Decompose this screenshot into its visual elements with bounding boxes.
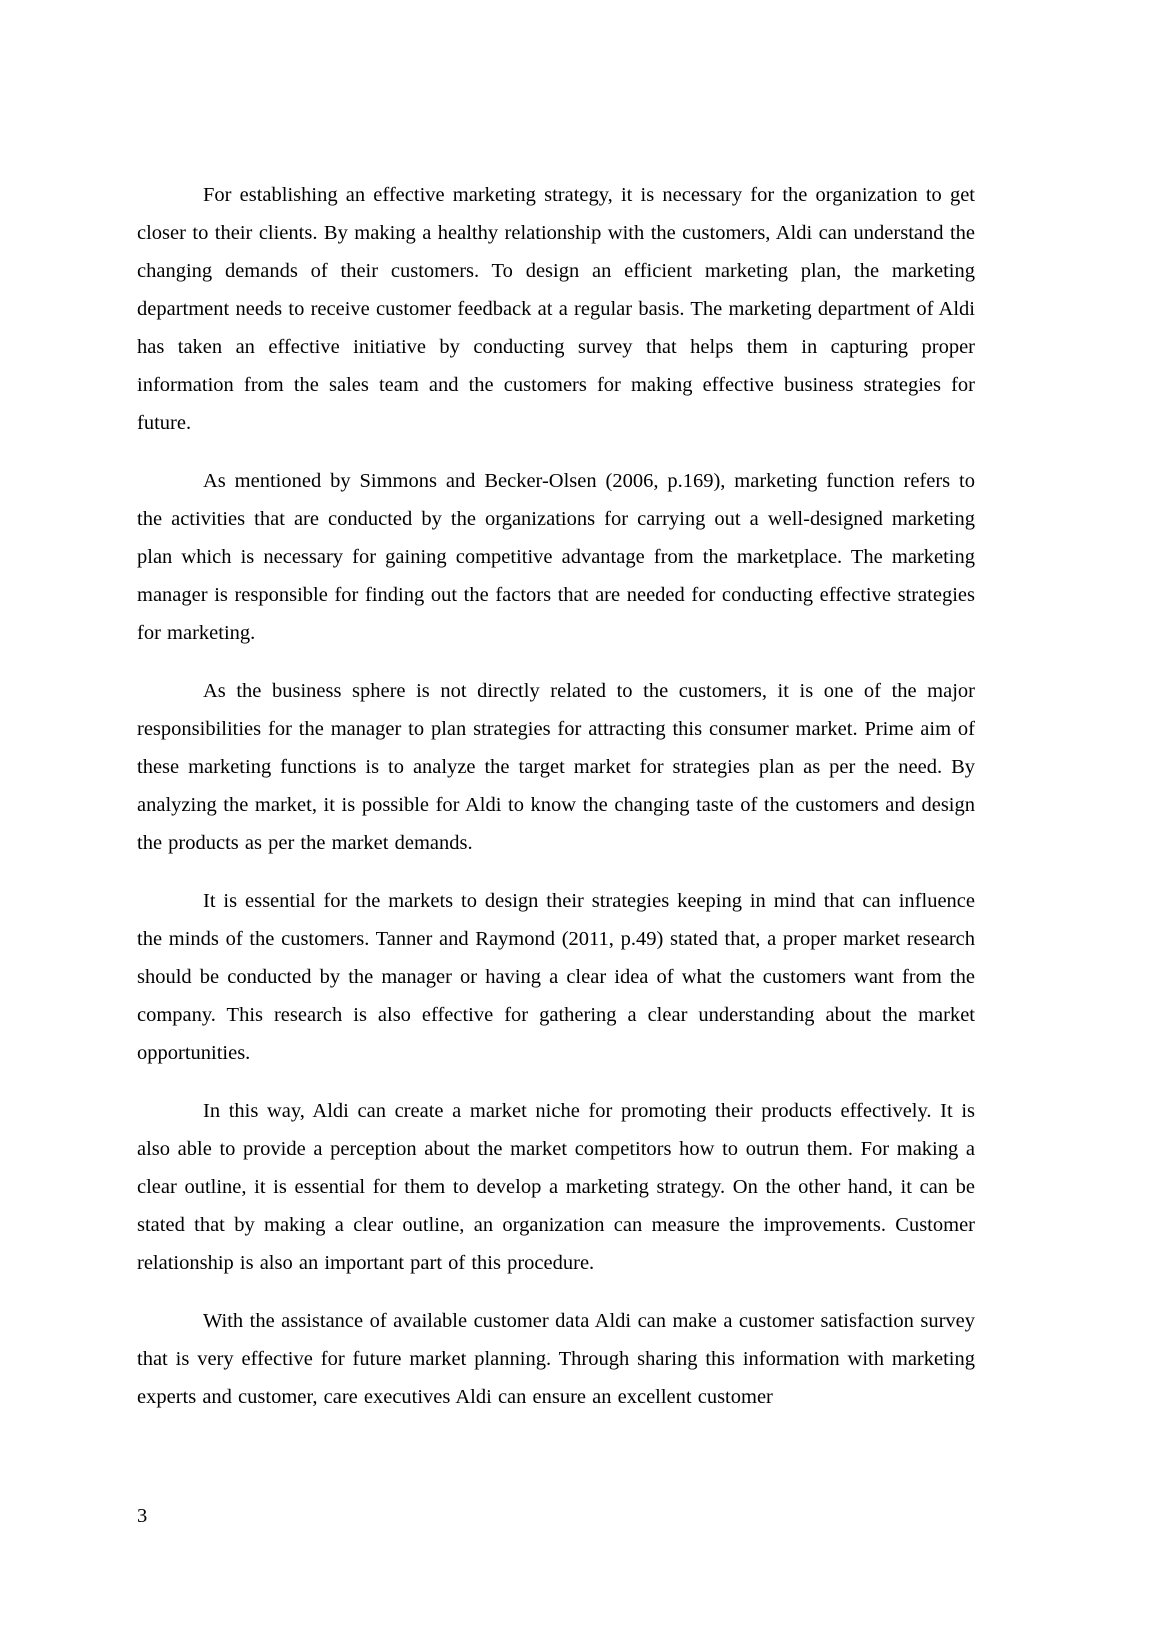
- document-body: [137, 176, 975, 1436]
- paragraph: With the assistance of available customer data Aldi can make a customer satisfaction survey that is very effective for future market planning. Through sharing this information with marketing experts and customer, care executives Aldi can ensure an excellent customer: [137, 1310, 975, 1408]
- paragraph: For establishing an effective marketing strategy, it is necessary for the organization to get closer to their clients. By making a healthy relationship with the customers, Aldi can understand the changing demands of their customers. To design an efficient marketing plan, the marketing department needs to receive customer feedback at a regular basis. The marketing department of Aldi has taken an effective initiative by conducting survey that helps them in capturing proper information from the sales team and the customers for making effective business strategies for future.: [137, 184, 975, 434]
- paragraph: In this way, Aldi can create a market niche for promoting their products effectively. It is also able to provide a perception about the market competitors how to outrun them. For making a clear outline, it is essential for them to develop a marketing strategy. On the other hand, it can be stated that by making a clear outline, an organization can measure the improvements. Customer relationship is also an important part of this procedure.: [137, 1100, 975, 1274]
- paragraph: As the business sphere is not directly related to the customers, it is one of the major responsibilities for the manager to plan strategies for attracting this consumer market. Prime aim of these marketing functions is to analyze the target market for strategies plan as per the need. By analyzing the market, it is possible for Aldi to know the changing taste of the customers and design the products as per the market demands.: [137, 680, 975, 854]
- page-number: 3: [137, 1504, 148, 1527]
- paragraph: As mentioned by Simmons and Becker-Olsen (2006, p.169), marketing function refers to the activities that are conducted by the organizations for carrying out a well-designed marketing plan which is necessary for gaining competitive advantage from the marketplace. The marketing manager is responsible for finding out the factors that are needed for conducting effective strategies for marketing.: [137, 470, 975, 644]
- paragraph: It is essential for the markets to design their strategies keeping in mind that can influence the minds of the customers. Tanner and Raymond (2011, p.49) stated that, a proper market research should be conducted by the manager or having a clear idea of what the customers want from the company. This research is also effective for gathering a clear understanding about the market opportunities.: [137, 890, 975, 1064]
